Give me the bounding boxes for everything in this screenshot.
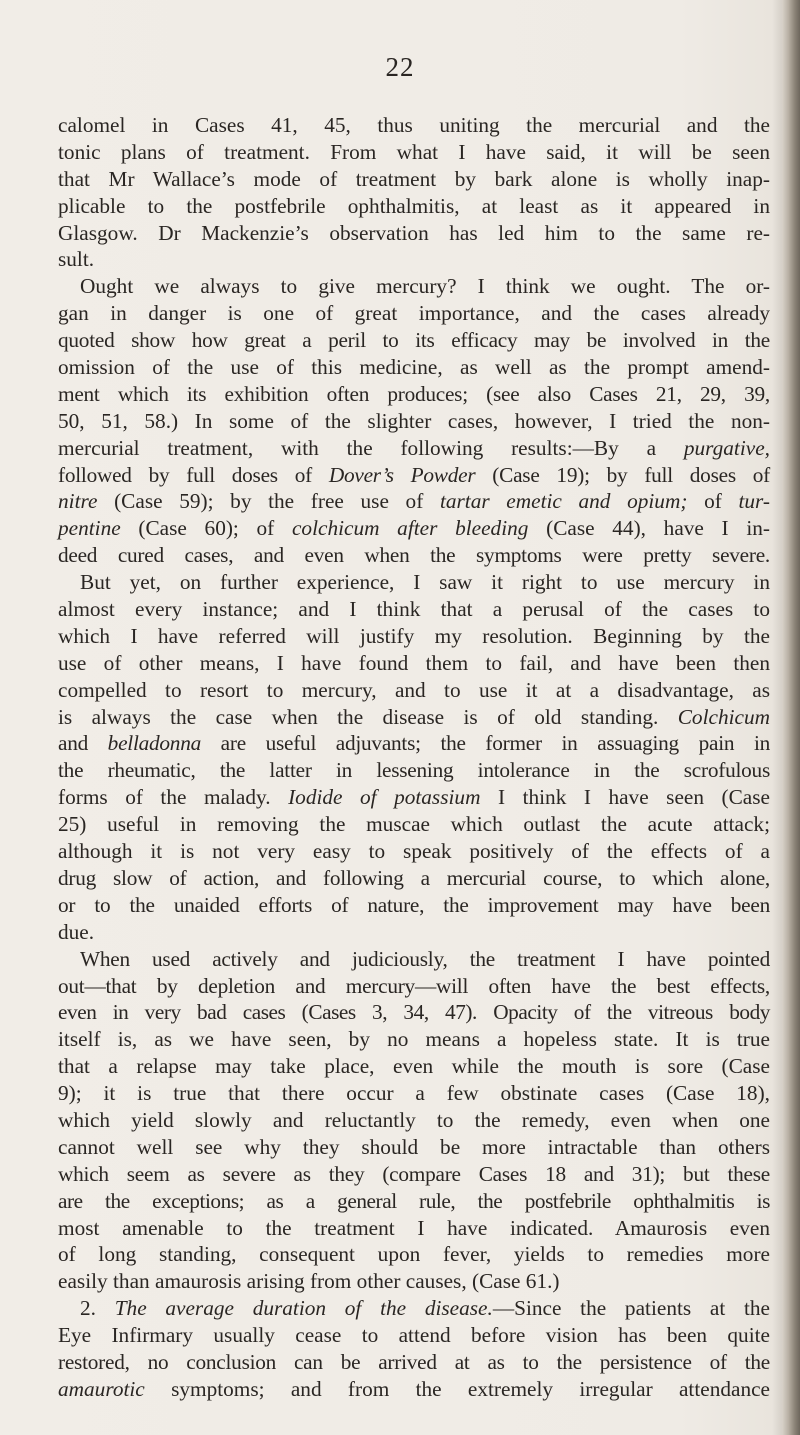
text-run: the rheumatic, the latter in lessening intolerance in the scrofulous [58, 758, 770, 783]
text-run: Eye Infirmary usually cease to attend before vision has been quite [58, 1323, 770, 1348]
text-run: omission of the use of this medicine, as well as the prompt amend- [58, 355, 770, 380]
text-line [58, 999, 770, 1026]
text-line [58, 1376, 770, 1403]
text-run: deed cured cases, and even when the symptoms were pretty severe. [58, 543, 770, 568]
text-run: 50, 51, 58.) In some of the slighter cases, however, I tried the non- [58, 408, 770, 433]
text-run: drug slow of action, and following a mercurial course, to which alone, [58, 865, 770, 890]
text-run: even in very bad cases (Cases 3, 34, 47). Opacity of the vitreous body [58, 1000, 770, 1025]
text-run: plicable to the postfebrile ophthalmitis, at least as it appeared in [58, 193, 770, 218]
text-line [58, 811, 770, 838]
text-run: followed by full doses of [58, 462, 329, 487]
text-run: out—that by depletion and mercury—will often have the best effects, [58, 973, 770, 998]
text-line [58, 1053, 770, 1080]
text-run: is always the case when the disease is of old standing. [58, 704, 678, 729]
italic-run: colchicum after bleeding [291, 516, 529, 541]
text-line [58, 704, 770, 731]
text-run: are useful adjuvants; the former in assuaging pain in [201, 731, 771, 756]
italic-run: Colchicum [677, 704, 770, 729]
text-run: which seem as severe as they (compare Cases 18 and 31); but these [58, 1161, 770, 1186]
text-line [58, 408, 770, 435]
text-line [58, 273, 770, 300]
text-line [58, 300, 770, 327]
text-run: cannot well see why they should be more intractable than others [58, 1134, 770, 1159]
text-line [58, 542, 770, 569]
text-run: Glasgow. Dr Mackenzie’s observation has led him to the same re- [58, 220, 770, 245]
text-line [58, 1107, 770, 1134]
text-line [58, 193, 770, 220]
text-line [58, 327, 770, 354]
text-run: easily than amaurosis arising from other causes, (Case 61.) [58, 1269, 560, 1294]
text-line [58, 596, 770, 623]
text-run: due. [58, 919, 95, 944]
text-run: restored, no conclusion can be arrived at as to the persistence of the [58, 1349, 770, 1374]
text-run: (Case 60); of [120, 516, 292, 541]
text-run: which I have referred will justify my resolution. Beginning by the [58, 623, 770, 648]
text-run: and [58, 731, 108, 756]
text-run: almost every instance; and I think that a perusal of the cases to [58, 597, 770, 622]
text-line [58, 650, 770, 677]
text-run: or to the unaided efforts of nature, the improvement may have been [58, 892, 770, 917]
text-run: 25) useful in removing the muscae which outlast the acute attack; [58, 812, 770, 837]
text-line [58, 462, 770, 489]
text-run: calomel in Cases 41, 45, thus uniting the mercurial and the [58, 113, 770, 137]
text-line [58, 865, 770, 892]
text-run: use of other means, I have found them to fail, and have been then [58, 650, 770, 675]
page-edge [782, 0, 800, 1435]
text-line [58, 435, 770, 462]
italic-run: Iodide of potassium [288, 785, 481, 810]
text-run: (Case 59); by the free use of [97, 489, 440, 514]
text-line [58, 1080, 770, 1107]
text-line [58, 677, 770, 704]
text-line [58, 1295, 770, 1322]
text-line [58, 1241, 770, 1268]
text-run: (Case 19); by full doses of [475, 462, 770, 487]
text-run: which yield slowly and reluctantly to the remedy, even when one [58, 1107, 770, 1132]
text-line [58, 1215, 770, 1242]
text-line [58, 973, 770, 1000]
text-line [58, 139, 770, 166]
text-line [58, 381, 770, 408]
text-run: 9); it is true that there occur a few obstinate cases (Case 18), [58, 1081, 770, 1106]
text-run: quoted show how great a peril to its efficacy may be involved in the [58, 328, 770, 353]
text-run: compelled to resort to mercury, and to use it at a disadvantage, as [58, 677, 770, 702]
text-line [58, 1161, 770, 1188]
italic-run: belladonna [107, 731, 201, 756]
text-run: (Case 44), have I in- [528, 516, 770, 541]
text-line [58, 515, 770, 542]
text-line [58, 1188, 770, 1215]
text-line [58, 166, 770, 193]
text-run: I think I have seen (Case [480, 785, 770, 810]
text-line [58, 1026, 770, 1053]
text-run: that a relapse may take place, even while the mouth is sore (Case [58, 1054, 770, 1079]
text-run: symptoms; and from the extremely irregular attendance [144, 1376, 770, 1401]
text-line [58, 623, 770, 650]
text-line [58, 838, 770, 865]
text-run: most amenable to the treatment I have indicated. Amaurosis even [58, 1215, 770, 1240]
text-line [58, 892, 770, 919]
text-run: of long standing, consequent upon fever, yields to remedies more [58, 1242, 770, 1267]
text-run: —Since the patients at the [492, 1296, 771, 1321]
text-run: 2. [80, 1296, 115, 1321]
page-gutter-shadow [772, 0, 782, 1435]
text-run: But yet, on further experience, I saw it right to use mercury in [80, 570, 770, 595]
page-number: 22 [385, 52, 415, 82]
italic-run: nitre [58, 489, 98, 514]
italic-run: Dover’s Powder [328, 462, 476, 487]
text-line [58, 730, 770, 757]
italic-run: purgative, [683, 435, 770, 460]
text-run: gan in danger is one of great importance, and the cases already [58, 301, 770, 326]
italic-run: pentine [58, 516, 121, 541]
text-run: itself is, as we have seen, by no means a hopeless state. It is true [58, 1027, 770, 1052]
text-run: sult. [58, 247, 95, 272]
text-line [58, 112, 770, 139]
text-run: tonic plans of treatment. From what I have said, it will be seen [58, 139, 770, 164]
text-line [58, 1134, 770, 1161]
text-run: that Mr Wallace’s mode of treatment by bark alone is wholly inap- [58, 166, 770, 191]
text-line [58, 1268, 770, 1295]
text-line [58, 1322, 770, 1349]
italic-run: amaurotic [58, 1376, 145, 1401]
text-line [58, 488, 770, 515]
text-run: of [687, 489, 739, 514]
body-text [58, 112, 770, 1403]
text-line [58, 569, 770, 596]
text-run: forms of the malady. [58, 785, 289, 810]
text-run: although it is not very easy to speak positively of the effects of a [58, 839, 770, 864]
italic-run: tartar emetic and opium; [439, 489, 688, 514]
text-line [58, 946, 770, 973]
text-line [58, 784, 770, 811]
text-line [58, 757, 770, 784]
text-run: When used actively and judiciously, the treatment I have pointed [80, 946, 770, 971]
text-run: Ought we always to give mercury? I think we ought. The or- [80, 274, 770, 299]
text-run: mercurial treatment, with the following results:—By a [58, 435, 684, 460]
text-run: are the exceptions; as a general rule, the postfebrile ophthalmitis is [58, 1188, 770, 1213]
italic-run: The average duration of the disease. [114, 1296, 493, 1321]
text-line [58, 220, 770, 247]
text-line [58, 919, 770, 946]
text-line [58, 246, 770, 273]
text-line [58, 354, 770, 381]
italic-run: tur- [738, 489, 770, 514]
text-run: ment which its exhibition often produces; (see also Cases 21, 29, 39, [58, 381, 770, 406]
text-line [58, 1349, 770, 1376]
